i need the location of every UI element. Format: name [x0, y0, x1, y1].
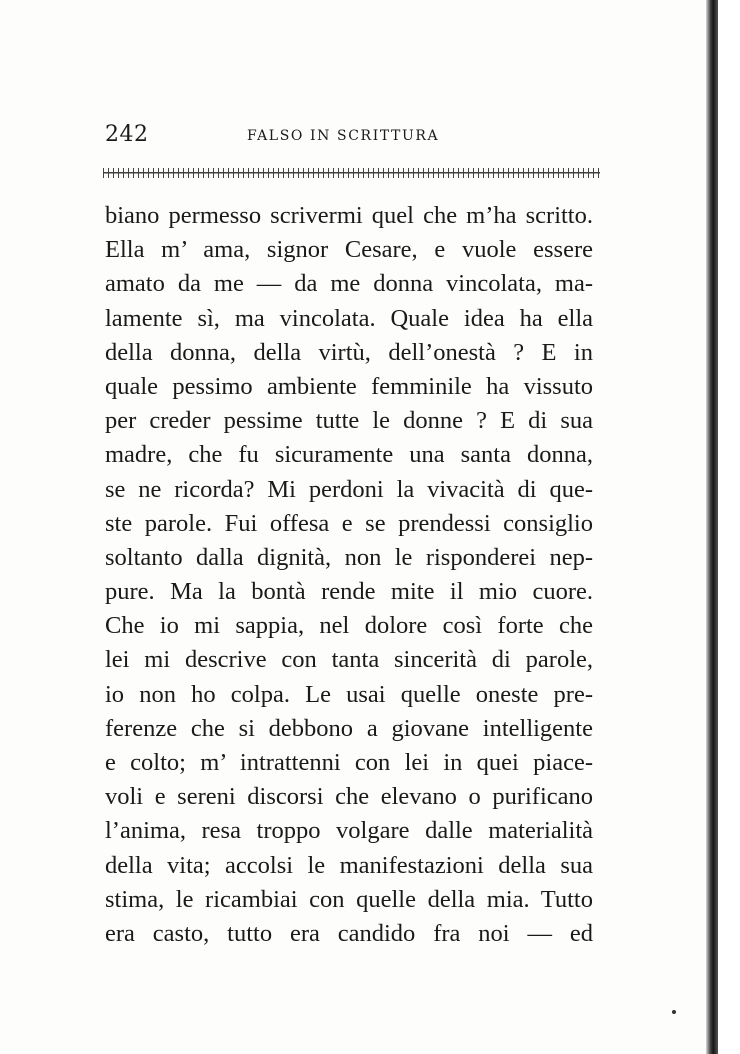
text-line: lei mi descrive con tanta sincerità di parole,: [105, 646, 593, 674]
page-header: [105, 122, 600, 154]
text-line: soltanto dalla dignità, non le risponderei nep-: [105, 543, 593, 571]
text-line: della donna, della virtù, dell’onestà ? E in: [105, 338, 593, 366]
text-line: biano permesso scrivermi quel che m’ha scritto.: [105, 202, 593, 229]
text-line: stima, le ricambiai con quelle della mia. Tutto: [105, 885, 593, 913]
text-line: Ella m’ ama, signor Cesare, e vuole essere: [105, 236, 593, 264]
text-line: amato da me — da me donna vincolata, ma-: [105, 270, 593, 298]
text-line: madre, che fu sicuramente una santa donna,: [105, 441, 593, 469]
text-line: io non ho colpa. Le usai quelle oneste pre-: [105, 680, 593, 708]
decorative-rule: [103, 168, 600, 178]
text-line: per creder pessime tutte le donne ? E di sua: [105, 407, 593, 435]
text-line: era casto, tutto era candido fra noi — ed: [105, 919, 593, 947]
running-head: FALSO IN SCRITTURA: [247, 128, 440, 144]
book-spine-shadow: [706, 0, 718, 1054]
body-text: [105, 199, 593, 951]
text-line: l’anima, resa troppo volgare dalle materialità: [105, 817, 593, 845]
page-number: 242: [105, 122, 149, 147]
text-line: quale pessimo ambiente femminile ha vissuto: [105, 372, 593, 400]
print-speck: [672, 1010, 676, 1014]
text-line: e colto; m’ intrattenni con lei in quei piace-: [105, 749, 593, 776]
text-line: lamente sì, ma vincolata. Quale idea ha ella: [105, 304, 593, 332]
text-line: voli e sereni discorsi che elevano o purificano: [105, 783, 593, 811]
text-line: ferenze che si debbono a giovane intelligente: [105, 714, 593, 742]
text-line: ste parole. Fui offesa e se prendessi consiglio: [105, 509, 593, 537]
text-line: Che io mi sappia, nel dolore così forte che: [105, 612, 593, 640]
text-line: pure. Ma la bontà rende mite il mio cuore.: [105, 578, 593, 606]
text-line: se ne ricorda? Mi perdoni la vivacità di que-: [105, 475, 593, 503]
page-margin-edge: [718, 0, 740, 1054]
text-line: della vita; accolsi le manifestazioni della sua: [105, 851, 593, 879]
